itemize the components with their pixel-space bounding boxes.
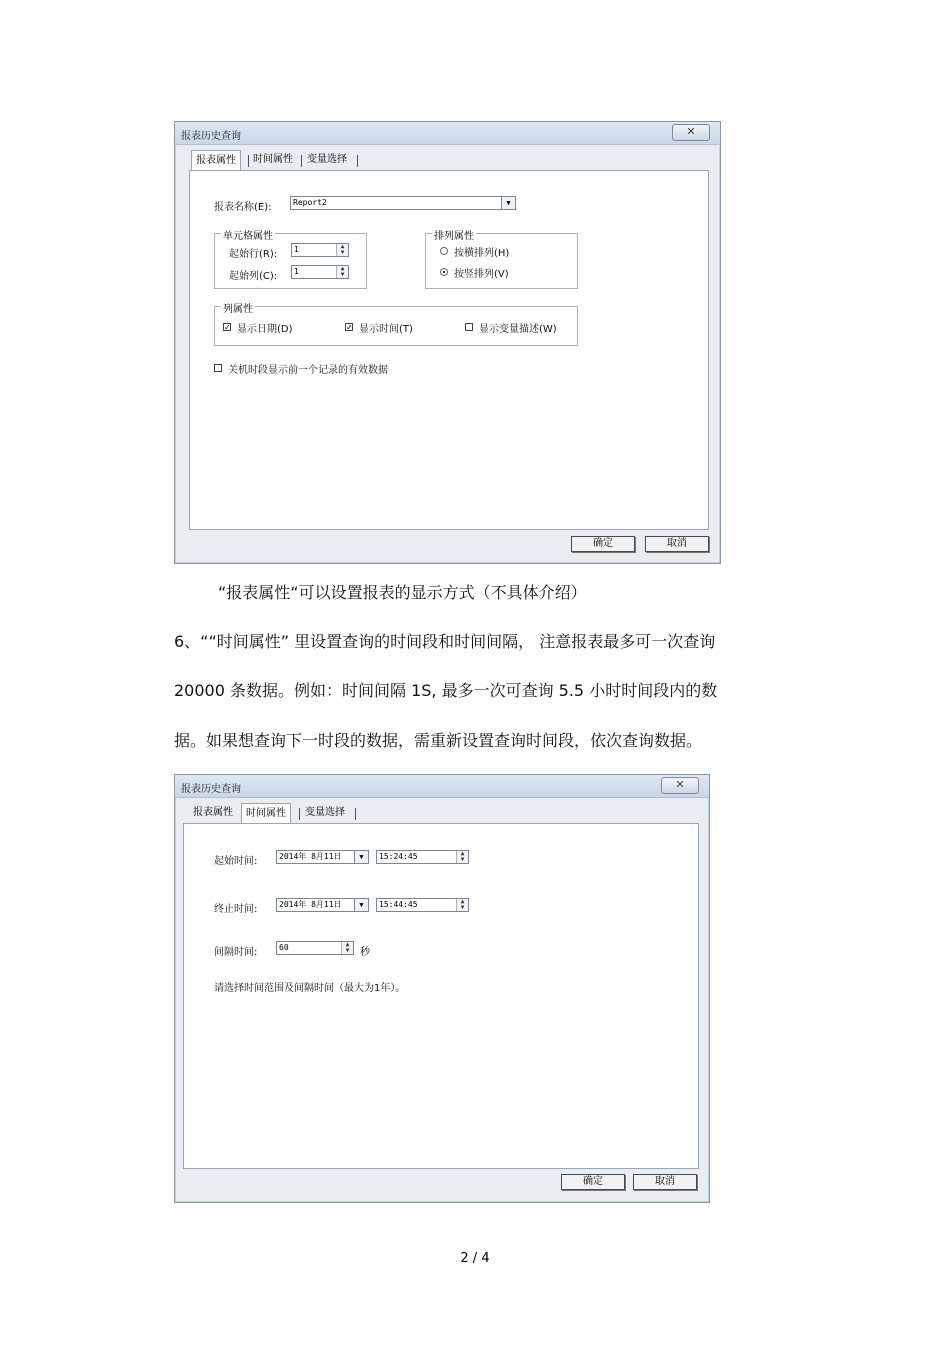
paragraph-line-3: 据。如果想查询下一时段的数据，需重新设置查询时间段，依次查询数据。 xyxy=(174,731,703,750)
shutdown-option-label: 关机时段显示前一个记录的有效数据 xyxy=(228,365,388,376)
dialog-title: 报表历史查询 xyxy=(181,784,241,795)
report-name-value: Report2 xyxy=(293,198,327,207)
paragraph-line-1: 6、““时间属性” 里设置查询的时间段和时间间隔， 注意报表最多可一次查询 xyxy=(174,632,716,651)
radio-horizontal[interactable] xyxy=(440,247,448,255)
chevron-down-icon[interactable]: ▼ xyxy=(354,851,368,863)
order-vertical-label: 按竖排列(V) xyxy=(454,269,509,280)
order-props-title: 排列属性 xyxy=(432,227,476,242)
end-time-stepper[interactable] xyxy=(376,898,469,912)
spin-arrows-icon[interactable]: ▲ ▼ xyxy=(456,851,468,863)
end-date-value: 2014年 8月11日 xyxy=(279,900,342,909)
tab-report-props[interactable]: 报表属性 xyxy=(191,150,241,171)
tab-divider xyxy=(301,155,302,167)
start-col-value: 1 xyxy=(294,267,299,276)
end-time-value: 15:44:45 xyxy=(379,900,418,909)
close-button[interactable]: ✕ xyxy=(672,124,710,141)
title-bar xyxy=(175,122,720,145)
tab-divider xyxy=(357,155,358,167)
report-name-label: 报表名称(E): xyxy=(214,202,272,213)
cell-props-group xyxy=(214,233,367,289)
radio-vertical[interactable] xyxy=(440,268,448,276)
start-row-stepper[interactable] xyxy=(291,243,349,257)
spin-arrows-icon[interactable]: ▲ ▼ xyxy=(336,244,348,256)
cell-props-title: 单元格属性 xyxy=(221,227,275,242)
start-col-label: 起始列(C): xyxy=(229,271,278,282)
start-time-label: 起始时间: xyxy=(214,856,258,867)
report-dialog-1 xyxy=(174,121,721,564)
column-props-group xyxy=(214,306,578,346)
tab-divider xyxy=(355,808,356,820)
tab-variable-select[interactable]: 变量选择 xyxy=(307,154,347,165)
cancel-button[interactable]: 取消 xyxy=(645,536,709,552)
show-time-checkbox[interactable]: ✓ xyxy=(346,323,353,332)
start-time-value: 15:24:45 xyxy=(379,852,418,861)
ok-button[interactable]: 确定 xyxy=(571,536,635,552)
column-props-title: 列属性 xyxy=(221,300,255,315)
start-time-stepper[interactable] xyxy=(376,850,469,864)
show-var-desc-checkbox[interactable] xyxy=(465,323,473,331)
page-number: 2 / 4 xyxy=(460,1251,490,1266)
spin-arrows-icon[interactable]: ▲ ▼ xyxy=(456,899,468,911)
cancel-button[interactable]: 取消 xyxy=(633,1174,697,1190)
start-row-value: 1 xyxy=(294,245,299,254)
tab-divider xyxy=(299,808,300,820)
show-date-label: 显示日期(D) xyxy=(237,324,293,335)
start-date-picker[interactable] xyxy=(276,850,369,864)
paragraph-line-2: 20000 条数据。例如：时间间隔 1S, 最多一次可查询 5.5 小时时间段内的数 xyxy=(174,681,718,700)
title-bar xyxy=(175,775,709,798)
start-date-value: 2014年 8月11日 xyxy=(279,852,342,861)
tab-panel xyxy=(189,170,709,530)
end-date-picker[interactable] xyxy=(276,898,369,912)
show-time-label: 显示时间(T) xyxy=(359,324,413,335)
start-row-label: 起始行(R): xyxy=(229,249,278,260)
tab-variable-select[interactable]: 变量选择 xyxy=(305,807,345,818)
close-button[interactable]: ✕ xyxy=(661,777,699,794)
interval-stepper[interactable] xyxy=(276,941,354,955)
spin-arrows-icon[interactable]: ▲ ▼ xyxy=(336,266,348,278)
start-col-stepper[interactable] xyxy=(291,265,349,279)
tab-time-props[interactable]: 时间属性 xyxy=(253,154,293,165)
interval-unit: 秒 xyxy=(360,947,370,958)
range-hint: 请选择时间范围及间隔时间（最大为1年）。 xyxy=(214,983,406,994)
tab-panel xyxy=(183,823,699,1169)
ok-button[interactable]: 确定 xyxy=(561,1174,625,1190)
tab-time-props[interactable]: 时间属性 xyxy=(241,803,291,824)
chevron-down-icon[interactable]: ▼ xyxy=(501,197,515,209)
interval-label: 间隔时间: xyxy=(214,947,258,958)
tab-report-props[interactable]: 报表属性 xyxy=(193,807,233,818)
caption-text: “报表属性“可以设置报表的显示方式（不具体介绍） xyxy=(218,583,587,602)
spin-arrows-icon[interactable]: ▲ ▼ xyxy=(341,942,353,954)
show-date-checkbox[interactable]: ✓ xyxy=(224,323,231,332)
interval-value: 60 xyxy=(279,943,289,952)
chevron-down-icon[interactable]: ▼ xyxy=(354,899,368,911)
end-time-label: 终止时间: xyxy=(214,904,258,915)
dialog-title: 报表历史查询 xyxy=(181,131,241,142)
order-horizontal-label: 按横排列(H) xyxy=(454,248,510,259)
report-dialog-2 xyxy=(174,774,710,1203)
shutdown-option-checkbox[interactable] xyxy=(214,364,222,372)
order-props-group xyxy=(425,233,578,289)
report-name-select[interactable] xyxy=(290,196,516,210)
show-var-desc-label: 显示变量描述(W) xyxy=(479,324,557,335)
